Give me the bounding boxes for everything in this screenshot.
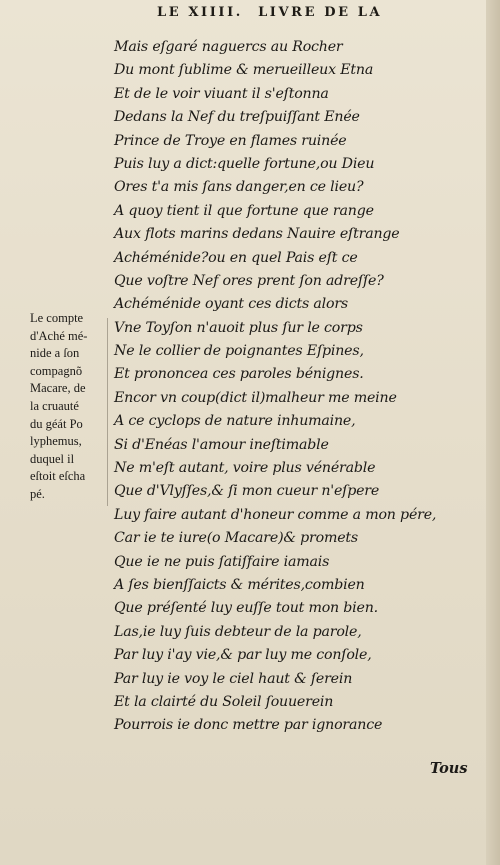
verse-line: Mais eſgaré naguercs au Rocher <box>114 39 343 55</box>
marginal-note <box>30 310 87 504</box>
marginal-note-line: lyphemus, <box>30 434 82 449</box>
verse-line: Que voſtre Nef ores prent ſon adreſſe? <box>114 272 384 289</box>
header-title: LIVRE DE LA <box>258 5 383 20</box>
verse-line: Et prononcea ces paroles bénignes. <box>114 366 364 383</box>
verse-line: Du mont ſublime & merueilleux Etna <box>114 62 374 79</box>
verse-line: Puis luy a dict:quelle fortune,ou Dieu <box>114 155 375 172</box>
catchword: Tous <box>430 760 468 777</box>
verse-line: A ſes bienſſaicts & mérites,combien <box>114 576 365 593</box>
verse-line: Que ie ne puis ſatiſfaire iamais <box>114 553 330 570</box>
verse-line: Dedans la Nef du treſpuiſſant Enée <box>114 109 360 126</box>
verse-line: Ores t'a mis ſans danger,en ce lieu? <box>114 179 364 196</box>
header-book-number: LE XIIII. <box>157 5 243 20</box>
verse-line: Ne m'eſt autant, voire plus vénérable <box>114 460 376 477</box>
marginal-note-line: Le compte <box>30 311 84 325</box>
verse-line: Achéménide oyant ces dicts alors <box>114 296 348 313</box>
marginal-note-line: nide a ſon <box>30 346 80 361</box>
verse-line: Que préſenté luy euſſe tout mon bien. <box>114 600 378 617</box>
verse-line: Ne le collier de poignantes Eſpines, <box>114 343 364 360</box>
marginal-note-line: compagnõ <box>30 363 83 378</box>
verse-line: A ce cyclops de nature inhumaine, <box>114 413 356 430</box>
verse-line: Aux flots marins dedans Nauire eſtrange <box>114 226 400 243</box>
verse-line: Par luy i'ay vie,& par luy me conſole, <box>114 647 372 664</box>
marginal-note-line: d'Aché mé- <box>30 328 88 343</box>
verse-line: Car ie te iure(o Macare)& promets <box>114 530 358 547</box>
marginal-note-line: pé. <box>30 486 45 501</box>
verse-line: Que d'Vlyſſes,& ſi mon cueur n'eſpere <box>114 483 380 500</box>
verse-line: Par luy ie voy le ciel haut & ſerein <box>114 670 353 687</box>
page-gutter-shadow <box>486 0 500 865</box>
verse-line: Las,ie luy ſuis debteur de la parole, <box>114 623 362 640</box>
verse-line: Pourrois ie donc mettre par ignorance <box>114 717 383 734</box>
marginal-note-divider <box>107 318 114 506</box>
verse-block <box>114 36 436 738</box>
verse-line: Luy faire autant d'honeur comme a mon pére, <box>114 506 437 523</box>
verse-line: Si d'Enéas l'amour ineſtimable <box>114 436 329 453</box>
marginal-note-line: la cruauté <box>30 398 79 413</box>
marginal-note-line: eſtoit eſcha <box>30 469 86 484</box>
verse-line: Vne Toyſon n'auoit plus ſur le corps <box>114 319 363 336</box>
running-header <box>157 5 477 20</box>
marginal-note-line: Macare, de <box>30 381 86 396</box>
verse-line: Et de le voir viuant il s'eſtonna <box>114 85 329 102</box>
marginal-note-line: duquel il <box>30 451 75 466</box>
verse-line: Et la clairté du Soleil ſouuerein <box>114 693 334 710</box>
verse-line: A quoy tient il que fortune que range <box>114 202 374 219</box>
verse-line: Prince de Troye en flames ruinée <box>114 132 347 149</box>
verse-line: Encor vn coup(dict il)malheur me meine <box>114 389 397 406</box>
verse-line: Achéménide?ou en quel Pais eſt ce <box>114 249 358 266</box>
marginal-note-line: du géát Po <box>30 416 83 431</box>
